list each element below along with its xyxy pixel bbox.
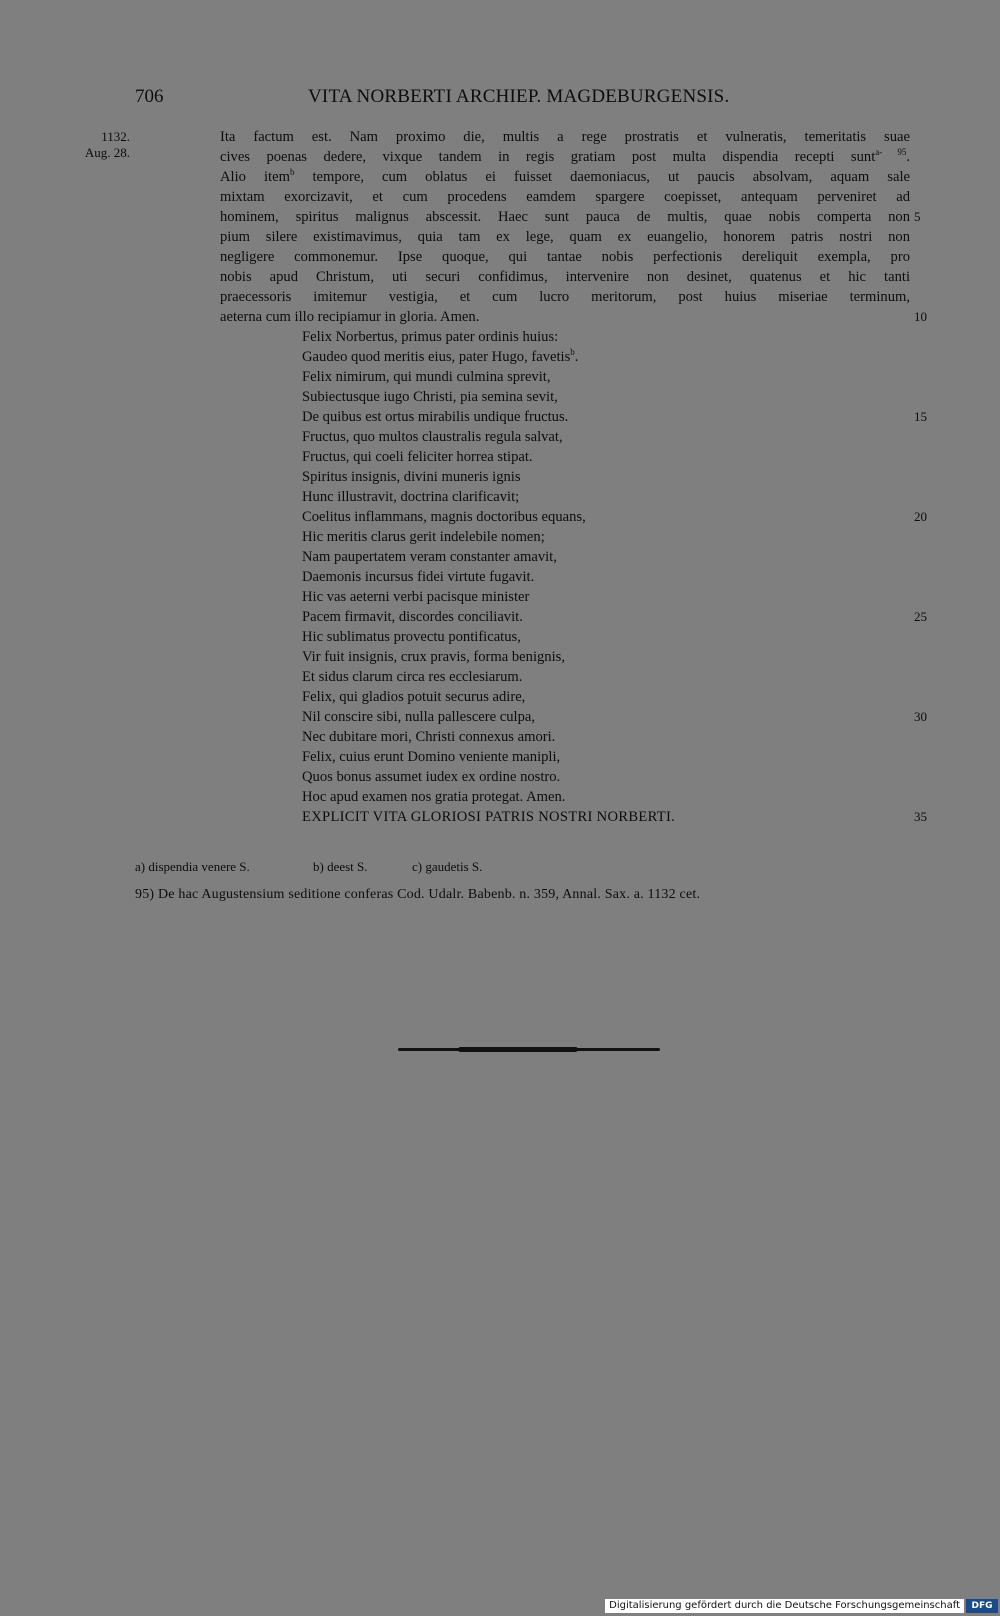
verse-line: Vir fuit insignis, crux pravis, forma benignis, [302, 649, 565, 665]
verse-line: Felix nimirum, qui mundi culmina sprevit, [302, 369, 551, 385]
prose-text: tempore, cum oblatus ei fuisset daemoniacus, ut paucis absolvam, aquam sale [312, 169, 910, 185]
verse-line: Daemonis incursus fidei virtute fugavit. [302, 569, 535, 585]
verse-line: Spiritus insignis, divini muneris ignis [302, 469, 521, 485]
line-number: 20 [914, 509, 927, 524]
prose-line: praecessoris imitemur vestigia, et cum lucro meritorum, post huius miseriae terminum, [220, 289, 910, 305]
verse-line: Felix Norbertus, primus pater ordinis huius: [302, 329, 559, 345]
verse-line: Nil conscire sibi, nulla pallescere culpa, [302, 709, 536, 725]
verse-line: Hoc apud examen nos gratia protegat. Amen. [302, 789, 566, 805]
prose-line: negligere commonemur. Ipse quoque, qui tantae nobis perfectionis dereliquit exempla, pro [220, 249, 910, 265]
verse-line: Felix, cuius erunt Domino veniente manipli, [302, 749, 561, 765]
footnote-marker: b [570, 347, 575, 358]
margin-date: Aug. 28. [84, 145, 130, 160]
verse-line: Gaudeo quod meritis eius, pater Hugo, favetis$^b$. [302, 347, 579, 365]
page-number: 706 [135, 86, 164, 107]
footnote-95: 95) De hac Augustensium seditione conferas Cod. Udalr. Babenb. n. 359, Annal. Sax. a. 1132 cet. [135, 887, 701, 902]
verse-line: Hic meritis clarus gerit indelebile nomen; [302, 529, 545, 545]
verse-line: Hic vas aeterni verbi pacisque minister [302, 589, 530, 605]
verse-line: Hic sublimatus provectu pontificatus, [302, 629, 521, 645]
verse-line: Hunc illustravit, doctrina clarificavit; [302, 489, 520, 505]
line-number: 25 [914, 609, 927, 624]
apparatus-note-c: c) gaudetis S. [412, 859, 483, 874]
verse-line: De quibus est ortus mirabilis undique fructus. [302, 409, 569, 425]
digitization-credit: Digitalisierung gefördert durch die Deutsche Forschungsgemeinschaft [605, 1599, 964, 1613]
verse-line: Nec dubitare mori, Christi connexus amori. [302, 729, 556, 745]
verse-line: Subiectusque iugo Christi, pia semina sevit, [302, 389, 558, 405]
verse-line: Quos bonus assumet iudex ex ordine nostro. [302, 769, 561, 785]
prose-line: hominem, spiritus malignus abscessit. Haec sunt pauca de multis, quae nobis comperta non [220, 209, 910, 225]
prose-line: Ita factum est. Nam proximo die, multis a rege prostratis et vulneratis, temeritatis suae [220, 129, 910, 145]
prose-line: cives poenas dedere, vixque tandem in regis gratiam post multa dispendia recepti sunt$^{a- 95}$. [220, 147, 910, 165]
apparatus-note-b: b) deest S. [313, 859, 368, 874]
prose-line: nobis apud Christum, uti securi confidimus, intervenire non desinet, quatenus et hic tanti [220, 269, 910, 285]
prose-line: aeterna cum illo recipiamur in gloria. Amen. [220, 309, 480, 325]
footnote-marker: b [289, 167, 295, 178]
closing-rule [398, 1048, 660, 1051]
explicit-line: EXPLICIT VITA GLORIOSI PATRIS NOSTRI NORBERTI. [302, 809, 676, 825]
line-number: 30 [914, 709, 927, 724]
verse-text: Gaudeo quod meritis eius, pater Hugo, favetis [302, 349, 571, 365]
prose-text: cives poenas dedere, vixque tandem in regis gratiam post multa dispendia recepti sunt [220, 149, 876, 165]
footnote-marker: a- 95 [875, 147, 907, 158]
verse-line: Coelitus inflammans, magnis doctoribus equans, [302, 509, 586, 525]
verse-line: Nam paupertatem veram constanter amavit, [302, 549, 557, 565]
line-number: 10 [914, 309, 927, 324]
line-number: 15 [914, 409, 927, 424]
line-number: 5 [914, 209, 921, 224]
verse-line: Felix, qui gladios potuit securus adire, [302, 689, 526, 705]
verse-line: Fructus, qui coeli feliciter horrea stipat. [302, 449, 533, 465]
apparatus-note-a: a) dispendia venere S. [135, 859, 250, 874]
verse-line: Et sidus clarum circa res ecclesiarum. [302, 669, 523, 685]
prose-line: pium silere existimavimus, quia tam ex lege, quam ex euangelio, honorem patris nostri non [220, 229, 910, 245]
dfg-logo: DFG [966, 1599, 998, 1613]
prose-text: Alio item [220, 169, 290, 185]
verse-line: Pacem firmavit, discordes conciliavit. [302, 609, 523, 625]
prose-line [220, 167, 910, 187]
verse-line: Fructus, quo multos claustralis regula salvat, [302, 429, 563, 445]
running-title: VITA NORBERTI ARCHIEP. MAGDEBURGENSIS. [308, 86, 730, 107]
prose-line: mixtam exorcizavit, et cum procedens eamdem spargere coepisset, antequam perveniret ad [220, 189, 910, 205]
margin-year: 1132. [101, 129, 130, 144]
line-number: 35 [914, 809, 927, 824]
